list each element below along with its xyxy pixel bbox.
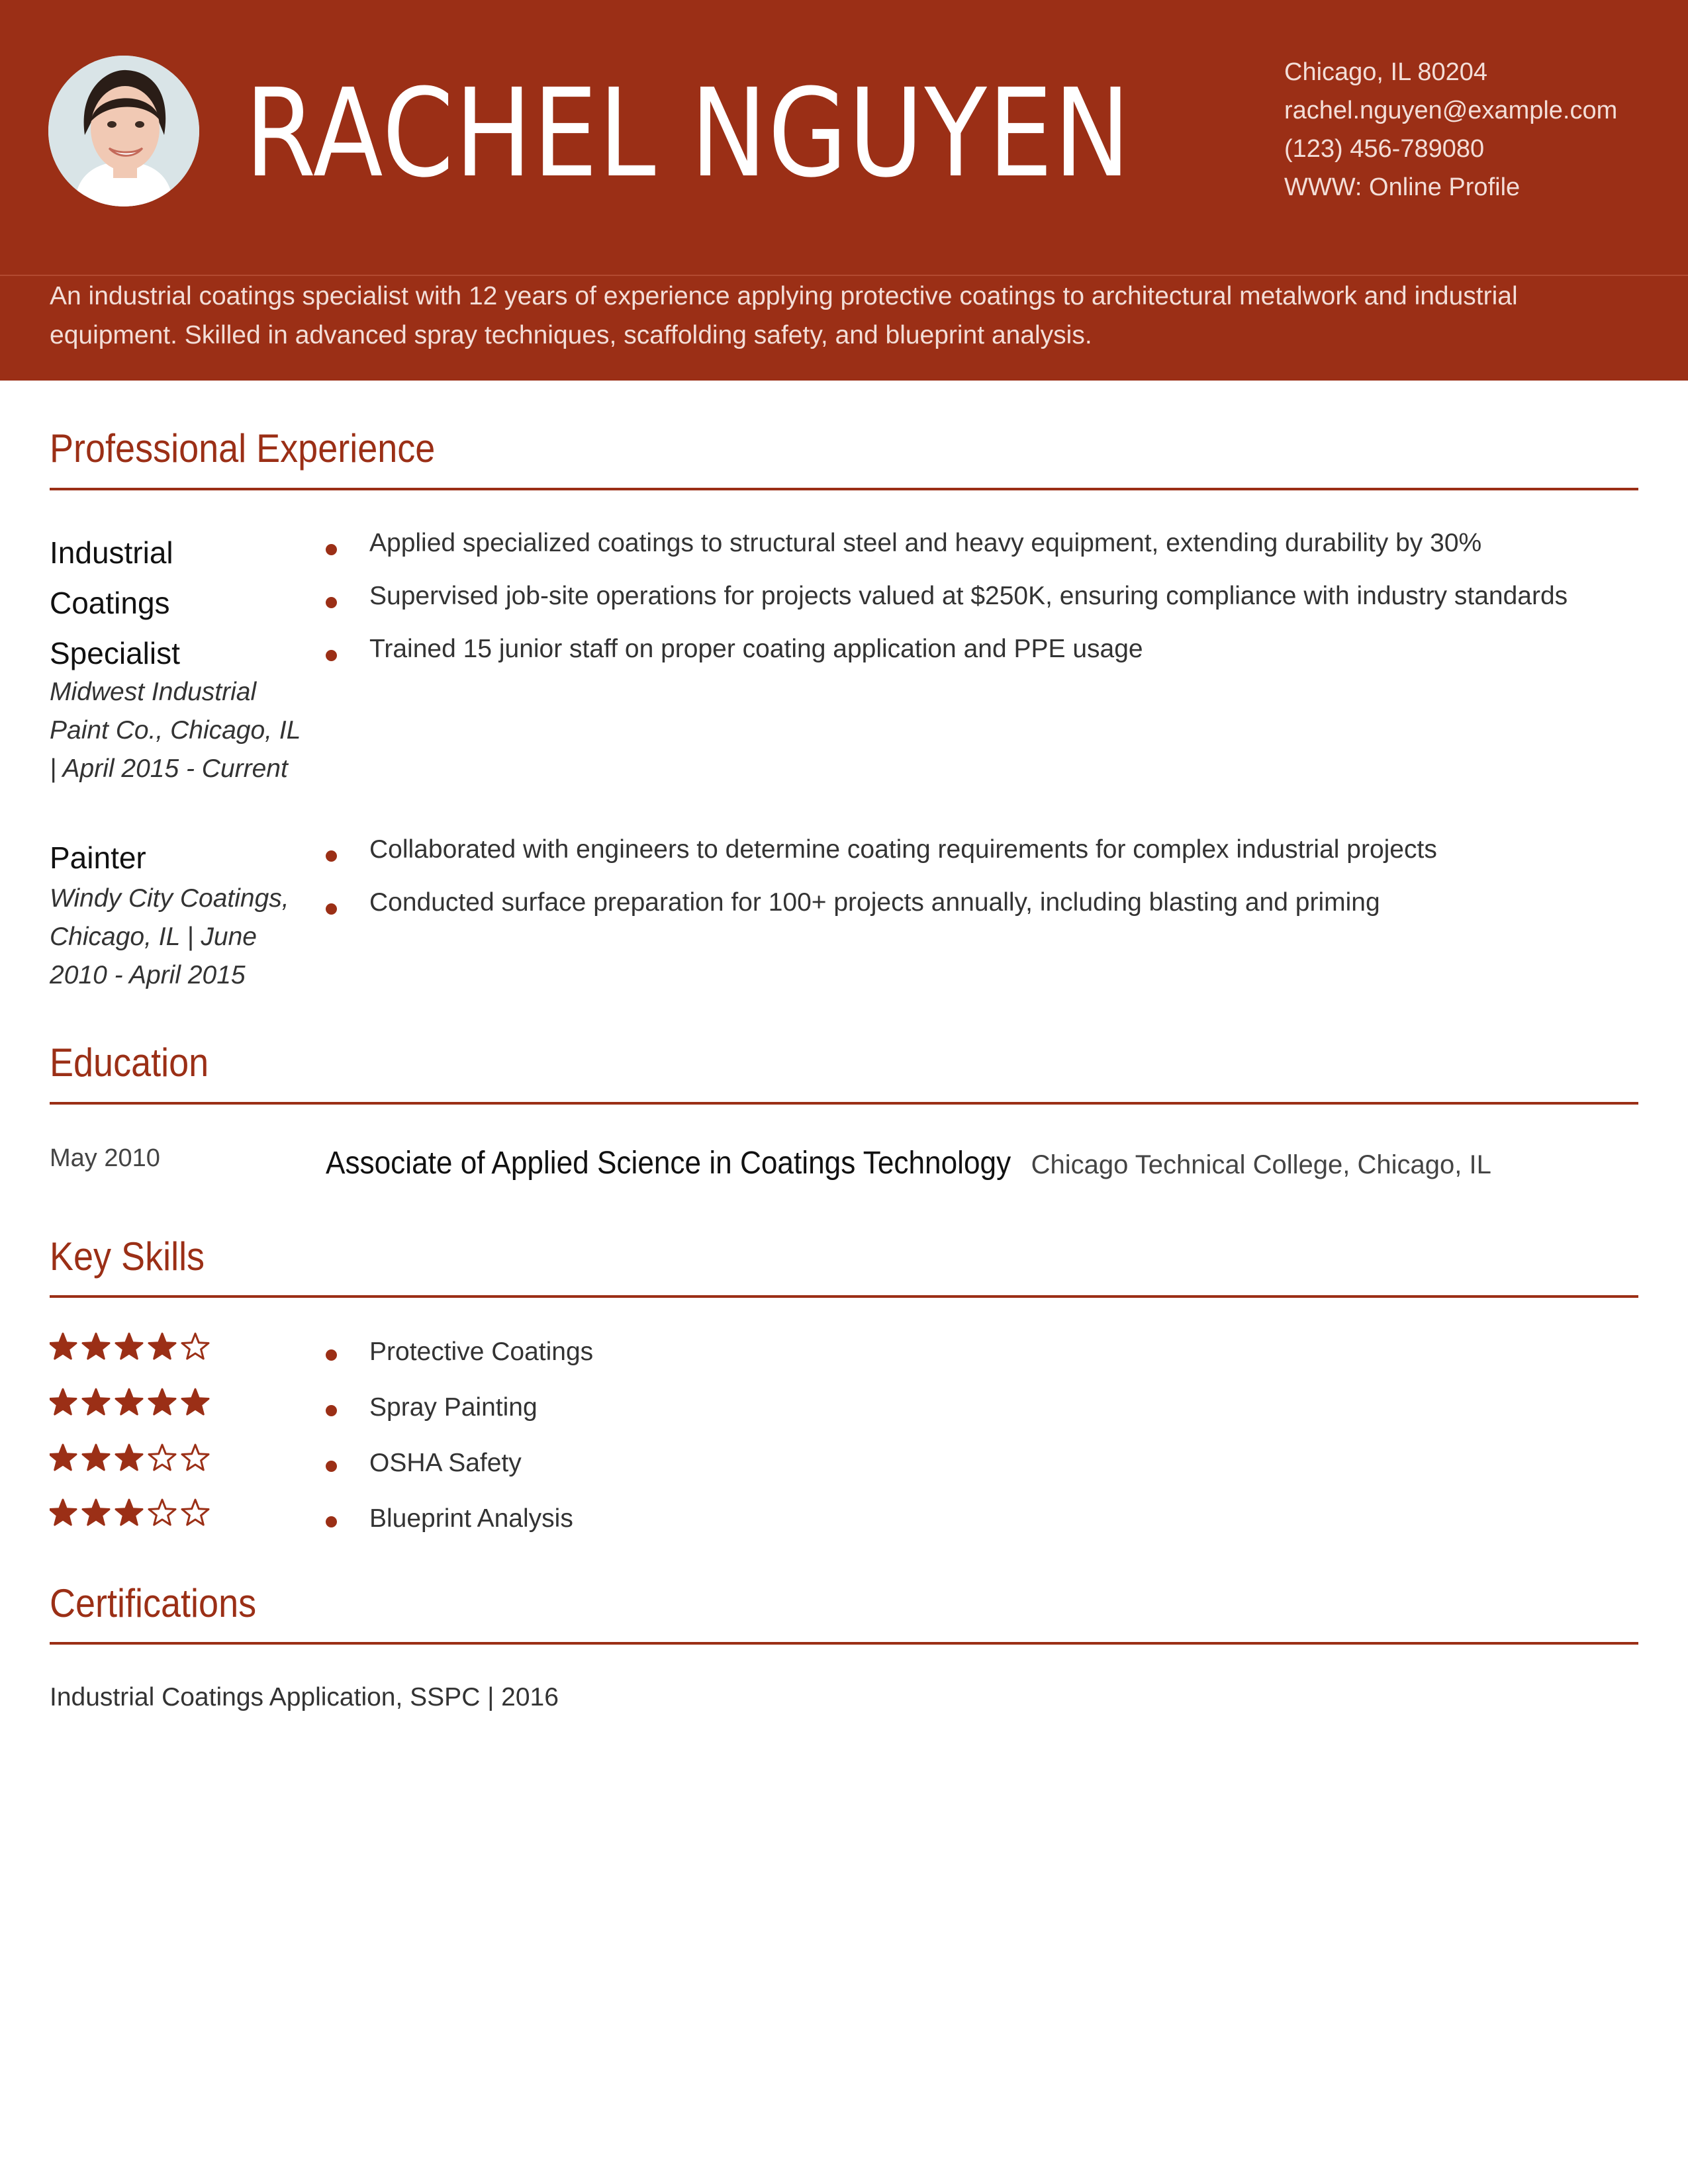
star-empty-icon [182, 1445, 209, 1470]
star-filled-icon [50, 1334, 76, 1359]
skills-section-title: Key Skills [50, 1234, 205, 1279]
star-filled-icon [149, 1389, 175, 1414]
job-title-2: Painter [50, 841, 146, 875]
list-item: Collaborated with engineers to determine coating requirements for complex industrial projects [324, 830, 1635, 883]
experience-divider [50, 488, 1638, 490]
star-rating [50, 1439, 222, 1479]
star-empty-icon [182, 1334, 209, 1359]
contact-website[interactable]: WWW: Online Profile [1284, 173, 1521, 201]
list-item: Conducted surface preparation for 100+ projects annually, including blasting and priming [324, 883, 1635, 936]
star-filled-icon [50, 1445, 76, 1470]
star-filled-icon [149, 1334, 175, 1359]
star-empty-icon [182, 1500, 209, 1525]
contact-email[interactable]: rachel.nguyen@example.com [1284, 97, 1618, 124]
star-filled-icon [83, 1334, 109, 1359]
skills-divider [50, 1295, 1638, 1298]
list-item: Spray Painting [324, 1383, 1635, 1439]
education-school: Chicago Technical College, Chicago, IL [1031, 1150, 1491, 1179]
star-rating [50, 1494, 222, 1533]
job-title-1: Industrial Coatings Specialist [50, 535, 180, 670]
job-bullets-1 [324, 523, 1635, 682]
education-entry [326, 1145, 1491, 1181]
contact-phone[interactable]: (123) 456-789080 [1284, 135, 1485, 163]
star-rating [50, 1328, 222, 1367]
list-item: Blueprint Analysis [324, 1494, 1635, 1550]
contact-info [1284, 53, 1655, 206]
education-degree: Associate of Applied Science in Coatings Technology [326, 1146, 1011, 1181]
star-filled-icon [116, 1445, 142, 1470]
candidate-name: RACHEL NGUYEN [245, 63, 1132, 205]
star-filled-icon [83, 1389, 109, 1414]
list-item: Supervised job-site operations for projects valued at $250K, ensuring compliance with industry standards [324, 576, 1635, 629]
education-date: May 2010 [50, 1144, 160, 1172]
certifications-section-title: Certifications [50, 1581, 257, 1625]
job-meta-2: Windy City Coatings, Chicago, IL | June 2010 - April 2015 [50, 884, 289, 989]
list-item: Applied specialized coatings to structural steel and heavy equipment, extending durability by 30% [324, 523, 1635, 576]
star-filled-icon [50, 1500, 76, 1525]
header-banner [0, 0, 1688, 381]
profile-photo [48, 56, 199, 206]
avatar-portrait-icon [48, 56, 199, 206]
star-filled-icon [83, 1500, 109, 1525]
experience-section-title: Professional Experience [50, 426, 436, 471]
education-section-title: Education [50, 1040, 209, 1085]
certification-item: Industrial Coatings Application, SSPC | 2016 [50, 1683, 559, 1711]
list-item: OSHA Safety [324, 1439, 1635, 1494]
skills-list [324, 1328, 1635, 1550]
star-filled-icon [182, 1389, 209, 1414]
header-divider [0, 275, 1688, 276]
star-filled-icon [116, 1500, 142, 1525]
education-divider [50, 1102, 1638, 1105]
profile-summary: An industrial coatings specialist with 12 years of experience applying protective coatings to architectural metalwork and industrial equipment. Skilled in advanced spray techniques, scaffolding safety, and blueprint analysis. [50, 282, 1518, 349]
list-item: Protective Coatings [324, 1328, 1635, 1383]
contact-location: Chicago, IL 80204 [1284, 58, 1488, 86]
job-meta-1: Midwest Industrial Paint Co., Chicago, IL | April 2015 - Current [50, 678, 301, 783]
star-empty-icon [149, 1445, 175, 1470]
star-filled-icon [50, 1389, 76, 1414]
star-filled-icon [116, 1389, 142, 1414]
star-rating [50, 1383, 222, 1423]
certifications-divider [50, 1642, 1638, 1645]
star-filled-icon [116, 1334, 142, 1359]
star-filled-icon [83, 1445, 109, 1470]
list-item: Trained 15 junior staff on proper coating application and PPE usage [324, 629, 1635, 682]
job-bullets-2 [324, 830, 1635, 936]
star-empty-icon [149, 1500, 175, 1525]
